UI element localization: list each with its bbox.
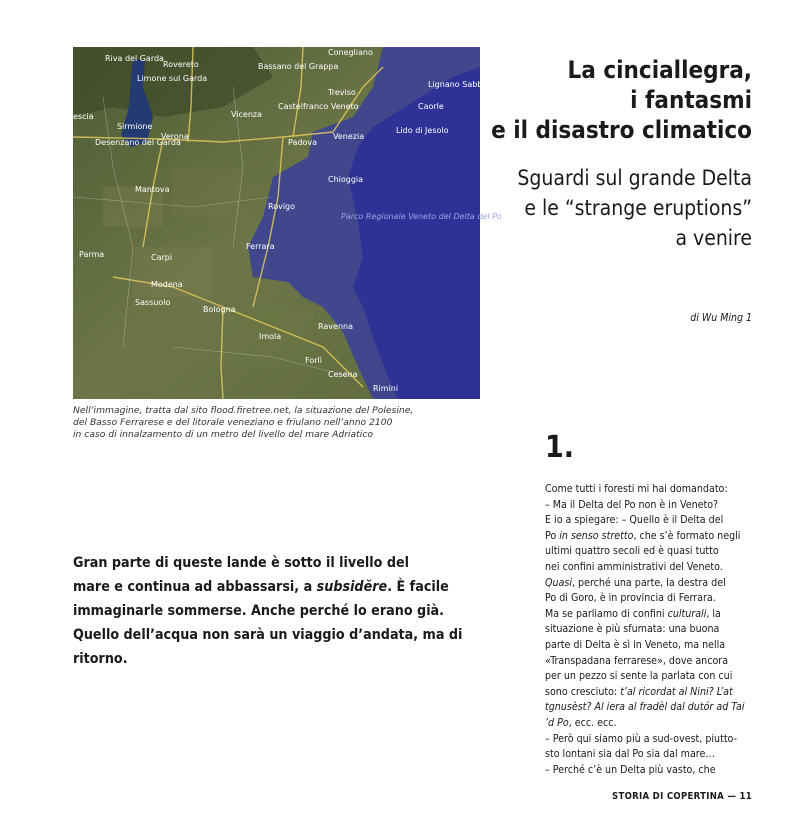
map-label-delta-park: Parco Regionale Veneto del Delta del Po: [341, 212, 502, 221]
map-label-mantova: Mantova: [135, 185, 170, 194]
caption-line: in caso di innalzamento di un metro del livello del mare Adriatico: [73, 429, 373, 440]
map-label-bassano: Bassano del Grappa: [258, 62, 339, 71]
map-label-imola: Imola: [259, 332, 282, 341]
title-line: i fantasmi: [630, 86, 752, 114]
map-label-lignano: Lignano Sabbiadoro: [428, 80, 508, 89]
map-label-chioggia: Chioggia: [328, 175, 364, 184]
map-label-verona: Verona: [161, 132, 189, 141]
body-emphasis: Quasi: [545, 576, 572, 589]
body-line: [545, 529, 760, 545]
map-label-conegliano: Conegliano: [328, 48, 373, 57]
body-emphasis: t’al ricordat al Nini? L’at: [620, 685, 733, 698]
lead-line: [73, 575, 449, 599]
map-label-treviso: Treviso: [328, 88, 356, 97]
lead-text: mare e continua ad abbassarsi, a: [73, 579, 317, 595]
body-line: ultimi quattro secoli ed è quasi tutto: [545, 545, 719, 558]
lead-line: Quello dell’acqua non sarà un viaggio d’andata, ma di: [73, 627, 463, 643]
image-caption: [73, 405, 493, 441]
body-emphasis: culturali: [667, 607, 707, 620]
body-text: Ma se parliamo di confini: [545, 607, 668, 620]
body-line: [545, 700, 760, 716]
map-label-forli: Forlì: [305, 356, 322, 365]
article-title: [452, 55, 752, 145]
lead-paragraph: [73, 551, 463, 671]
title-line: e il disastro climatico: [491, 116, 752, 144]
lead-line: ritorno.: [73, 651, 128, 667]
map-label-ferrara: Ferrara: [246, 242, 275, 251]
map-label-desenzano: Desenzano del Garda: [95, 138, 181, 147]
body-line: E io a spiegare: – Quello è il Delta del: [545, 514, 724, 527]
map-label-padova: Padova: [288, 138, 317, 147]
body-line: [545, 607, 760, 623]
map-label-jesolo: Lido di Jesolo: [396, 126, 449, 135]
map-label-carpi: Carpi: [151, 253, 173, 262]
map-label-sassuolo: Sassuolo: [135, 298, 171, 307]
caption-line: Nell’immagine, tratta dal sito flood.firetree.net, la situazione del Polesine,: [73, 405, 414, 416]
subtitle-line: a venire: [675, 226, 752, 250]
map-label-rimini: Rimini: [373, 384, 399, 393]
map-label-ravenna: Ravenna: [318, 322, 353, 331]
body-line: nei confini amministrativi del Veneto.: [545, 560, 723, 573]
body-text: , perché una parte, la destra del: [572, 576, 726, 589]
body-emphasis: in senso stretto: [559, 529, 634, 542]
body-line: Come tutti i foresti mi hai domandato:: [545, 483, 728, 495]
map-label-parma: Parma: [79, 250, 105, 259]
title-line: La cinciallegra,: [567, 56, 752, 84]
body-line: – Perché c’è un Delta più vasto, che: [545, 763, 716, 776]
body-line: Po di Goro, è in provincia di Ferrara.: [545, 592, 716, 605]
section-number: 1.: [545, 430, 575, 465]
subtitle-line: e le “strange eruptions”: [524, 196, 752, 220]
map-label-sirmione: Sirmione: [117, 122, 153, 131]
body-line: – Ma il Delta del Po non è in Veneto?: [545, 498, 719, 511]
body-text: , che s’è formato negli: [633, 529, 741, 542]
body-line: «Transpadana ferrarese», dove ancora: [545, 654, 729, 667]
map-svg: [73, 47, 508, 399]
map-label-limone: Limone sul Garda: [137, 74, 208, 83]
page-footer: STORIA DI COPERTINA — 11: [611, 791, 752, 802]
body-line: situazione è più sfumata: una buona: [545, 623, 720, 636]
map-label-venezia: Venezia: [333, 132, 365, 141]
body-text: [545, 482, 760, 778]
map-label-riva: Riva del Garda: [105, 54, 164, 63]
map-label-rovigo: Rovigo: [268, 202, 296, 211]
lead-emphasis: subsidĕre: [316, 579, 388, 595]
lead-line: immaginarle sommerse. Anche perché lo erano già.: [73, 603, 445, 619]
body-line: – Però qui siamo più a sud-ovest, piutto-: [545, 732, 738, 745]
map-label-escia: escia: [73, 112, 94, 121]
map-label-vicenza: Vicenza: [231, 110, 263, 119]
flood-map-image: [73, 47, 508, 399]
lead-text: . È facile: [387, 579, 449, 595]
body-line: sto lontani sia dal Po sia dal mare…: [545, 748, 715, 761]
body-line: per un pezzo si sente la parlata con cui: [545, 670, 733, 683]
map-label-caorle: Caorle: [418, 102, 444, 111]
body-line: [545, 685, 760, 701]
map-label-modena: Modena: [151, 280, 183, 289]
caption-line: del Basso Ferrarese e del litorale veneziano e friulano nell’anno 2100: [73, 417, 393, 428]
body-emphasis: tgnusèst? Al iera al fradèl dal dutór ad Tai: [545, 701, 745, 714]
map-label-rovereto: Rovereto: [163, 60, 199, 69]
body-text: , ecc. ecc.: [568, 716, 617, 729]
body-line: parte di Delta è sì in Veneto, ma nella: [545, 638, 726, 651]
body-text: sono cresciuto:: [545, 685, 621, 698]
lead-line: Gran parte di queste lande è sotto il livello del: [73, 555, 410, 571]
article-subtitle: [432, 163, 752, 253]
map-label-castelfranco: Castelfranco Veneto: [278, 102, 359, 111]
body-text: , la: [706, 607, 721, 620]
subtitle-line: Sguardi sul grande Delta: [517, 166, 752, 190]
body-line: [545, 716, 760, 732]
body-text: Po: [545, 529, 560, 542]
body-line: [545, 576, 760, 592]
map-label-bologna: Bologna: [203, 305, 236, 314]
author-byline: di Wu Ming 1: [690, 312, 752, 324]
map-label-cesena: Cesena: [328, 370, 358, 379]
body-emphasis: ’d Po: [545, 716, 569, 729]
